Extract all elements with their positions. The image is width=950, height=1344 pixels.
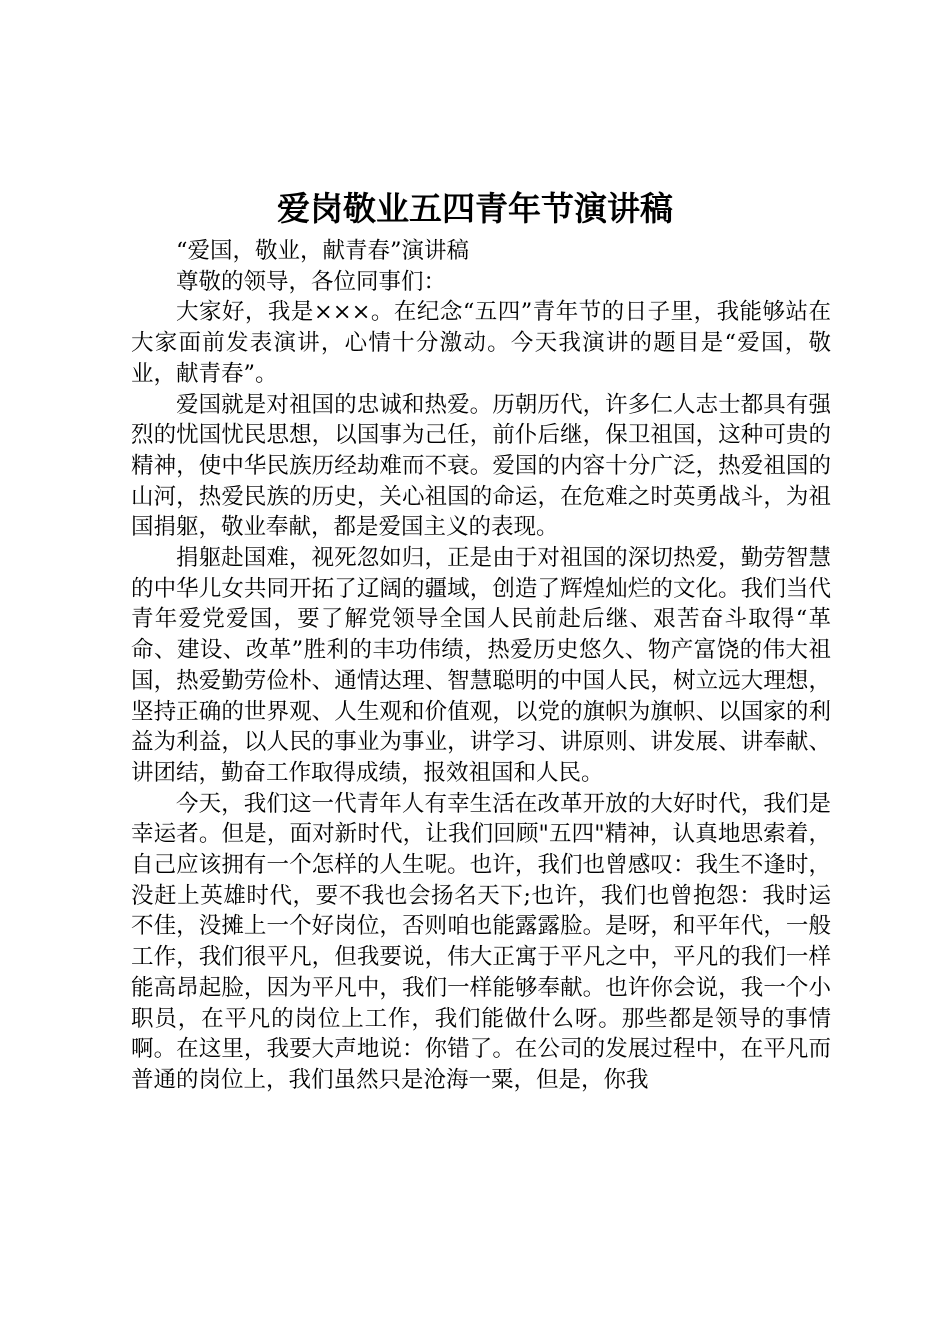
paragraph-ordinary-posts: 今天，我们这一代青年人有幸生活在改革开放的大好时代，我们是幸运者。但是，面对新时代，让我们回顾"五四"精神，认真地思索着，自己应该拥有一个怎样的人生呢。也许，我们也曾感叹：我生不逢时，没赶上英雄时代，要不我也会扬名天下;也许，我们也曾抱怨：我时运不佳，没摊上一个好岗位，否则咱也能露露脸。是呀，和平年代，一般工作，我们很平凡，但我要说，伟大正寓于平凡之中，平凡的我们一样能高昂起脸，因为平凡中，我们一样能够奉献。也许你会说，我一个小职员，在平凡的岗位上工作，我们能做什么呀。那些都是领导的事情啊。在这里，我要大声地说：你错了。在公司的发展过程中，在平凡而普通的岗位上，我们虽然只是沧海一粟，但是，你我 (131, 790, 831, 1093)
paragraph-youth-duty: 捐躯赴国难，视死忽如归，正是由于对祖国的深切热爱，勤劳智慧的中华儿女共同开拓了辽阔的疆域，创造了辉煌灿烂的文化。我们当代青年爱党爱国，要了解党领导全国人民前赴后继、艰苦奋斗取得“革命、建设、改革”胜利的丰功伟绩，热爱历史悠久、物产富饶的伟大祖国，热爱勤劳俭朴、通情达理、智慧聪明的中国人民，树立远大理想，坚持正确的世界观、人生观和价值观，以党的旗帜为旗帜、以国家的利益为利益，以人民的事业为事业，讲学习、讲原则、讲发展、讲奉献、讲团结，勤奋工作取得成绩，报效祖国和人民。 (131, 545, 831, 786)
document-title: 爱岗敬业五四青年节演讲稿 (277, 189, 673, 228)
paragraph-patriotism: 爱国就是对祖国的忠诚和热爱。历朝历代，许多仁人志士都具有强烈的忧国忧民思想，以国事为己任，前仆后继，保卫祖国，这种可贵的精神，使中华民族历经劫难而不衰。爱国的内容十分广泛，热爱祖国的山河，热爱民族的历史，关心祖国的命运，在危难之时英勇战斗，为祖国捐躯，敬业奉献，都是爱国主义的表现。 (131, 391, 831, 541)
paragraph-salutation: 尊敬的领导，各位同事们： (176, 268, 447, 295)
document-body (131, 236, 831, 1096)
paragraph-greeting: 大家好，我是×××。在纪念“五四”青年节的日子里，我能够站在大家面前发表演讲，心情十分激动。今天我演讲的题目是“爱国，敬业，献青春”。 (131, 299, 831, 387)
paragraph-speech-subtitle: “爱国，敬业，献青春”演讲稿 (176, 238, 470, 264)
